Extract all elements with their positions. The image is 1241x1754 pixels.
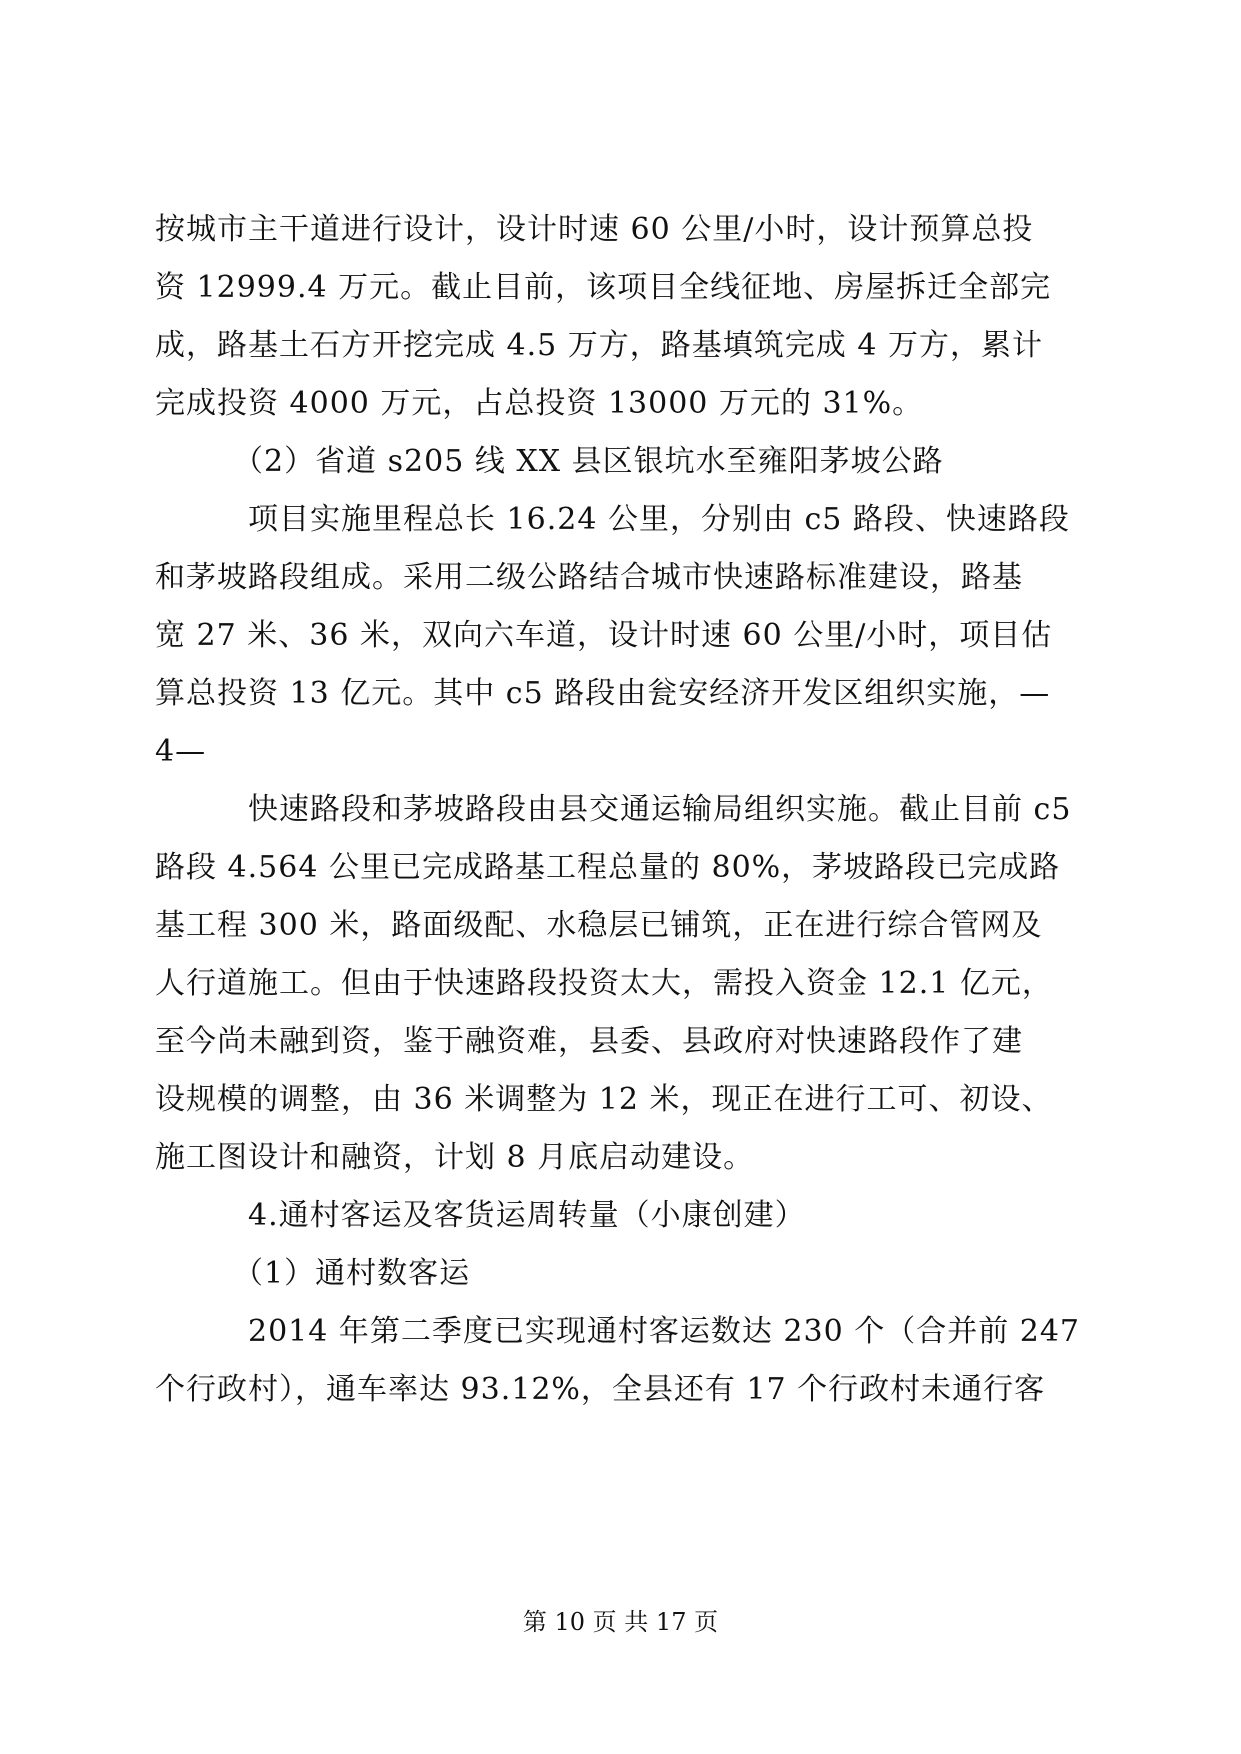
text-line: 人行道施工。但由于快速路段投资太大，需投入资金 12.1 亿元， [155,966,1053,1001]
text-line: 快速路段和茅坡路段由县交通运输局组织实施。截止目前 c5 [248,792,1072,827]
inline-page-marker: 4— [155,734,207,769]
text-line: 基工程 300 米，路面级配、水稳层已铺筑，正在进行综合管网及 [155,908,1043,943]
text-line: 个行政村），通车率达 93.12%，全县还有 17 个行政村未通行客 [155,1372,1046,1407]
page-footer: 第 10 页 共 17 页 [522,1608,719,1636]
text-line: 宽 27 米、36 米，双向六车道，设计时速 60 公里/小时，项目估 [155,618,1053,653]
text-line: 算总投资 13 亿元。其中 c5 路段由瓮安经济开发区组织实施，— [155,676,1051,711]
section-heading: （2）省道 s205 线 XX 县区银坑水至雍阳茅坡公路 [233,444,944,479]
text-line: 按城市主干道进行设计，设计时速 60 公里/小时，设计预算总投 [155,212,1034,247]
text-line: 和茅坡路段组成。采用二级公路结合城市快速路标准建设，路基 [155,560,1023,595]
text-line: 至今尚未融到资，鉴于融资难，县委、县政府对快速路段作了建 [155,1024,1023,1059]
text-line: 设规模的调整，由 36 米调整为 12 米，现正在进行工可、初设、 [155,1082,1053,1117]
text-line: 项目实施里程总长 16.24 公里，分别由 c5 路段、快速路段 [248,502,1070,537]
text-line: 成，路基土石方开挖完成 4.5 万方，路基填筑完成 4 万方，累计 [155,328,1043,363]
subsection-heading: （1）通村数客运 [233,1256,471,1291]
text-line: 完成投资 4000 万元，占总投资 13000 万元的 31%。 [155,386,924,421]
text-line: 施工图设计和融资，计划 8 月底启动建设。 [155,1140,755,1175]
text-line: 资 12999.4 万元。截止目前，该项目全线征地、房屋拆迁全部完 [155,270,1052,305]
text-line: 2014 年第二季度已实现通村客运数达 230 个（合并前 247 [248,1314,1081,1349]
text-line: 路段 4.564 公里已完成路基工程总量的 80%，茅坡路段已完成路 [155,850,1061,885]
section-heading: 4.通村客运及客货运周转量（小康创建） [248,1198,806,1233]
